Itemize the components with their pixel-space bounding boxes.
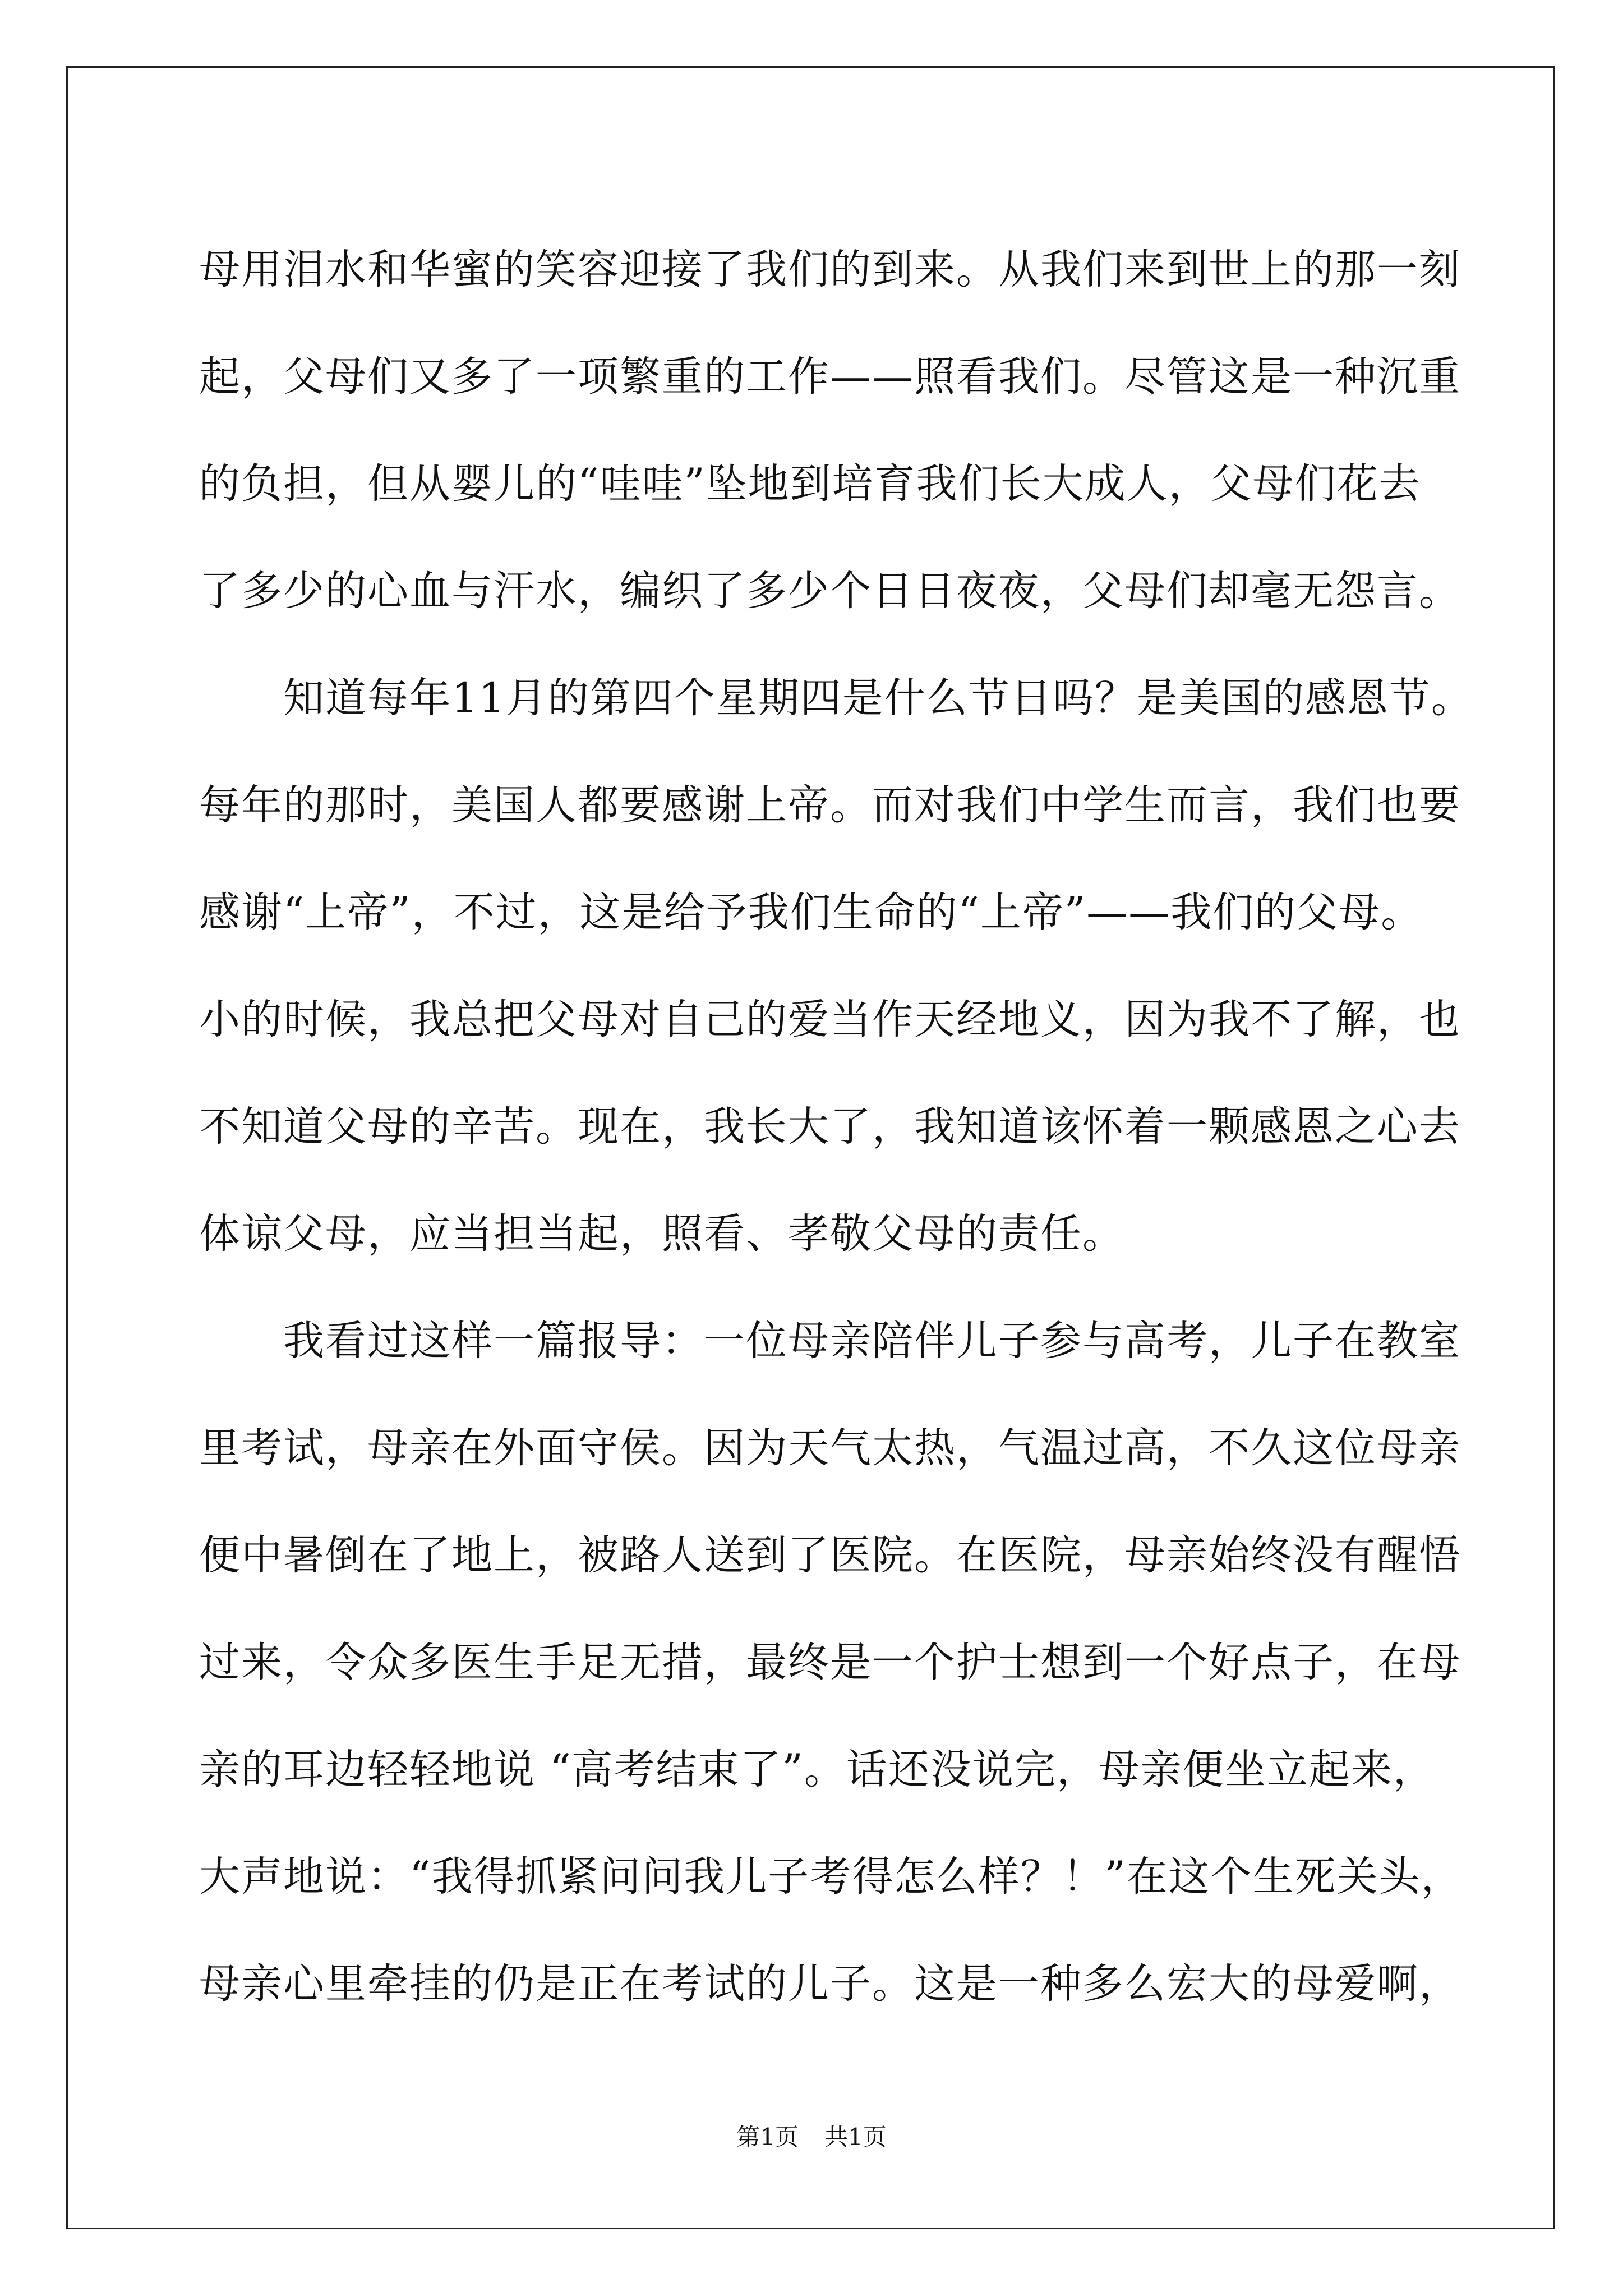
text-line: 亲的耳边轻轻地说 “高考结束了”。话还没说完，母亲便坐立起来， xyxy=(199,1746,1435,1793)
text-line: 小的时候，我总把父母对自己的爱当作天经地义，因为我不了解，也 xyxy=(199,996,1461,1043)
text-line: 大声地说：“我得抓紧问问我儿子考得怎么样？！”在这个生死关头， xyxy=(199,1853,1463,1901)
text-line: 里考试，母亲在外面守侯。因为天气太热，气温过高，不久这位母亲 xyxy=(199,1424,1461,1472)
text-line: 感谢“上帝”，不过，这是给予我们生命的“上帝”——我们的父母。 xyxy=(199,889,1423,936)
text-line: 了多少的心血与汗水，编织了多少个日日夜夜，父母们却毫无怨言。 xyxy=(199,567,1461,615)
text-line: 母用泪水和华蜜的笑容迎接了我们的到来。从我们来到世上的那一刻 xyxy=(199,246,1461,293)
text-line: 不知道父母的辛苦。现在，我长大了，我知道该怀着一颗感恩之心去 xyxy=(199,1103,1461,1151)
text-line: 母亲心里牵挂的仍是正在考试的儿子。这是一种多么宏大的母爱啊， xyxy=(199,1960,1461,2008)
text-line: 每年的那时，美国人都要感谢上帝。而对我们中学生而言，我们也要 xyxy=(199,781,1461,829)
text-line: 知道每年11月的第四个星期四是什么节日吗？是美国的感恩节。 xyxy=(199,674,1473,722)
text-line: 起，父母们又多了一项繁重的工作——照看我们。尽管这是一种沉重 xyxy=(199,353,1461,401)
text-line: 的负担，但从婴儿的“哇哇”坠地到培育我们长大成人，父母们花去 xyxy=(199,460,1421,508)
document-body xyxy=(199,216,1473,2037)
text-line: 过来，令众多医生手足无措，最终是一个护士想到一个好点子，在母 xyxy=(199,1639,1461,1686)
text-line: 便中暑倒在了地上，被路人送到了医院。在医院，母亲始终没有醒悟 xyxy=(199,1531,1461,1579)
page-footer xyxy=(0,2120,1623,2154)
text-line: 我看过这样一篇报导：一位母亲陪伴儿子参与高考，儿子在教室 xyxy=(199,1317,1461,1365)
page-number-current: 第1页 xyxy=(736,2123,799,2151)
text-line: 体谅父母，应当担当起，照看、孝敬父母的责任。 xyxy=(199,1210,1124,1258)
page-number-total: 共1页 xyxy=(824,2123,887,2151)
